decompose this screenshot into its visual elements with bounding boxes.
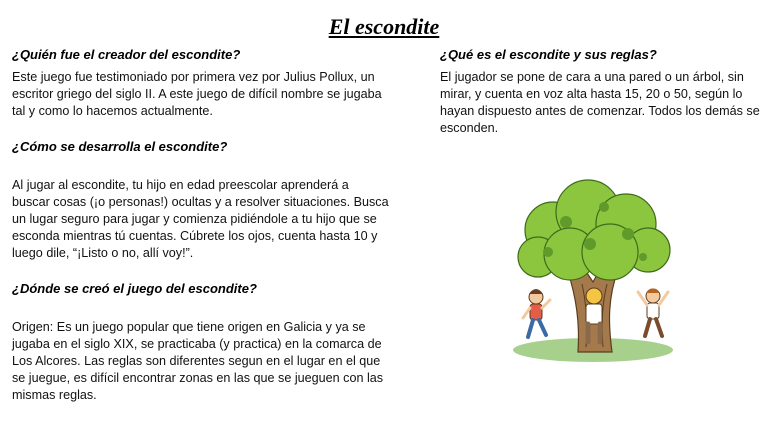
section-heading-creator: ¿Quién fue el creador del escondite?: [12, 47, 241, 62]
section-heading-rules: ¿Qué es el escondite y sus reglas?: [440, 47, 657, 62]
tree-children-illustration: [508, 172, 678, 367]
section-heading-where: ¿Dónde se creó el juego del escondite?: [12, 281, 257, 296]
section-text-how: Al jugar al escondite, tu hijo en edad preescolar aprenderá a buscar cosas (¡o personas!) ocultas y a resolver situaciones. Busca un lugar seguro para jugar y comienza pidiéndole a tu hijo que se esconda mientras tú cuentas. Cúbrete los ojos, cuenta hasta 10 y luego dile, “¡Listo o no, allí voy!”.: [12, 178, 389, 260]
right-column: [440, 46, 760, 155]
left-column: [12, 46, 390, 422]
tree-foliage: [518, 180, 670, 280]
section-text-where: Origen: Es un juego popular que tiene origen en Galicia y ya se jugaba en el siglo XIX, se practicaba (y practica) en la comarca de Los Alcores. Las reglas son diferentes segun en el lugar en el que se juegue, es difícil encontrar zonas en las que se jueguen con las mismas reglas.: [12, 320, 384, 402]
section-heading-how: ¿Cómo se desarrolla el escondite?: [12, 139, 228, 154]
child-left-figure: [523, 289, 550, 337]
child-right-figure: [638, 289, 668, 337]
page-title: El escondite: [328, 14, 440, 39]
section-text-rules: El jugador se pone de cara a una pared o un árbol, sin mirar, y cuenta en voz alta hasta 15, 20 o 50, según lo hayan dispuesto antes de comenzar. Todos los demás se esconden.: [440, 70, 760, 135]
section-text-creator: Este juego fue testimoniado por primera vez por Julius Pollux, un escritor griego del siglo II. A este juego de difícil nombre se jugaba tal y como lo hacemos actualmente.: [12, 70, 382, 118]
